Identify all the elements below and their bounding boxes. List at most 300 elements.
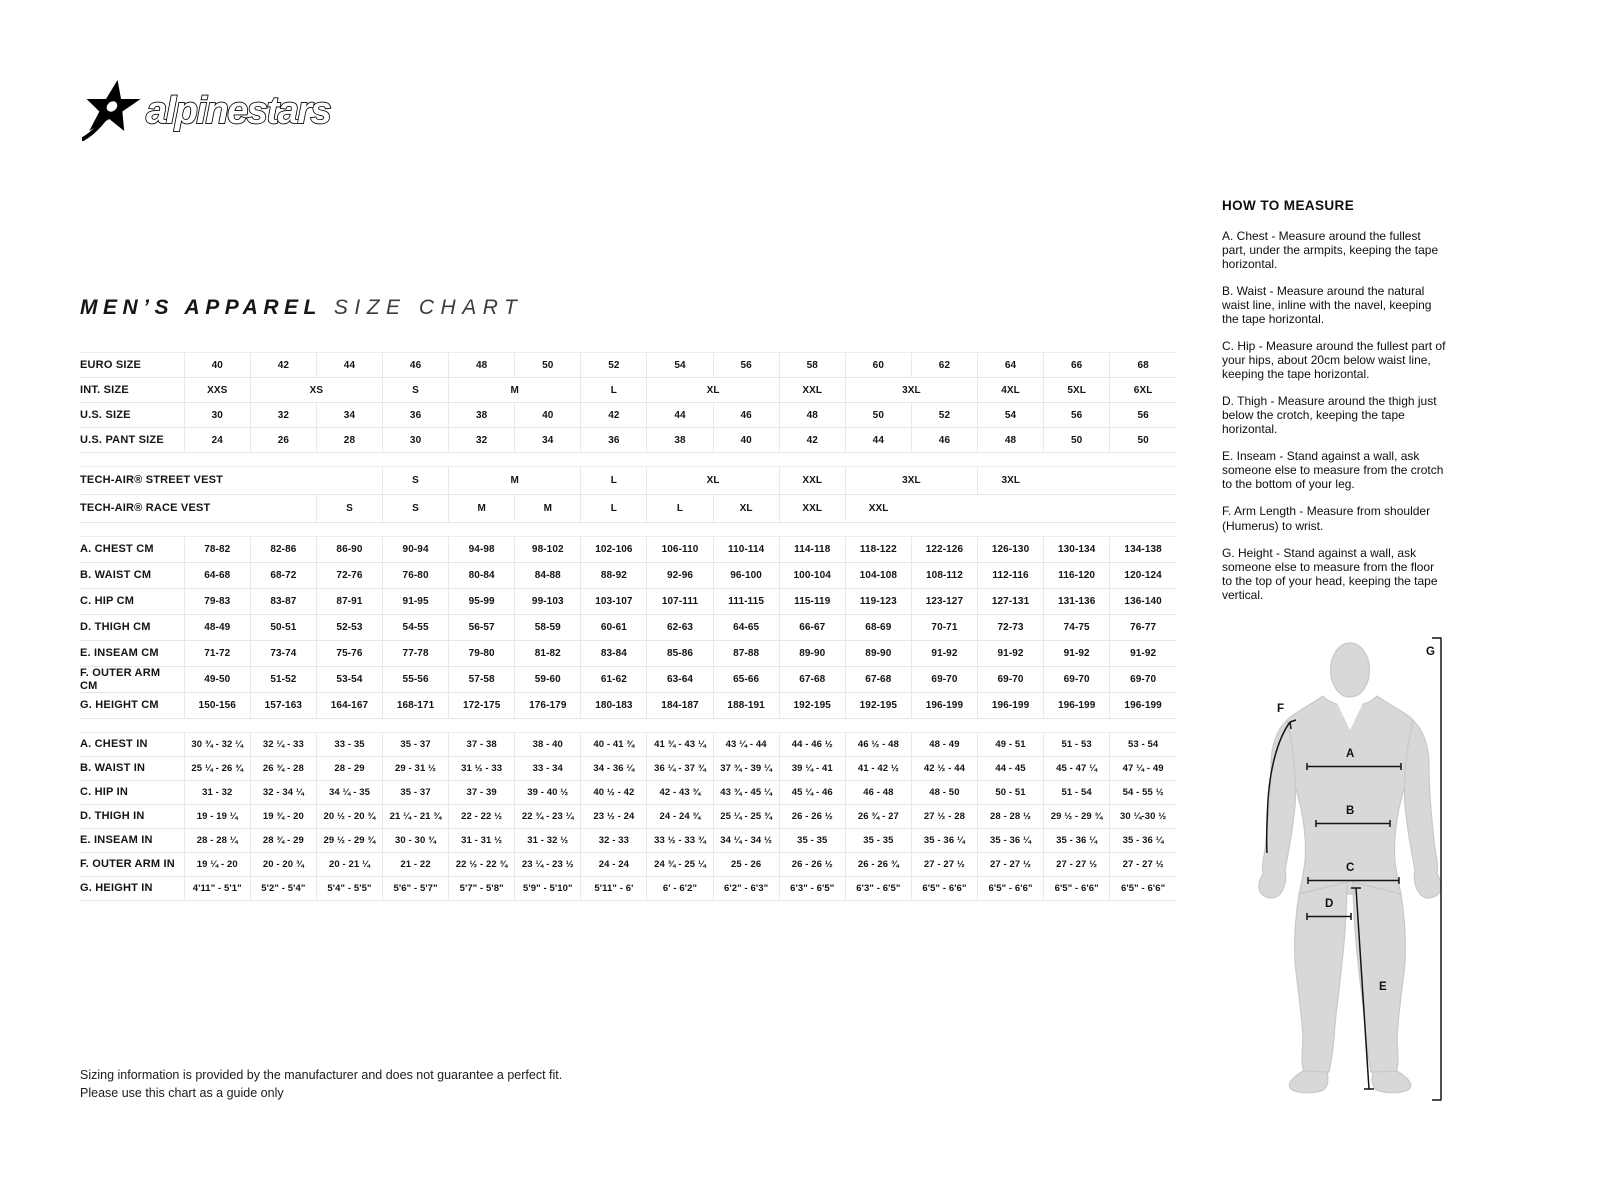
table-cell: 62-63 [647, 615, 713, 641]
table-cell: 76-80 [383, 563, 449, 589]
table-cell: 49 - 51 [978, 733, 1044, 757]
table-cell: 69-70 [911, 667, 977, 693]
table-row [80, 877, 1176, 901]
table-cell: 184-187 [647, 693, 713, 719]
table-cell: 46 ½ - 48 [845, 733, 911, 757]
table-cell: 38 [647, 428, 713, 453]
table-cell: 126-130 [978, 537, 1044, 563]
table-cell: 32 - 33 [581, 829, 647, 853]
table-cell: 95-99 [449, 589, 515, 615]
table-cell: 69-70 [978, 667, 1044, 693]
table-cell: 188-191 [713, 693, 779, 719]
table-cell: 106-110 [647, 537, 713, 563]
table-cell: 3XL [978, 467, 1044, 495]
table-cell: 164-167 [316, 693, 382, 719]
table-cell: 122-126 [911, 537, 977, 563]
table-cell: S [383, 495, 449, 523]
table-cell: 43 ¾ - 45 ¼ [713, 781, 779, 805]
body-figure-svg [1233, 610, 1563, 1115]
table-cell: 32 [449, 428, 515, 453]
table-cell: 79-80 [449, 641, 515, 667]
table-cell: 21 ¼ - 21 ¾ [383, 805, 449, 829]
footer-disclaimer [80, 1066, 562, 1102]
table-cell: 68 [1110, 353, 1176, 378]
table-cell: 91-92 [1044, 641, 1110, 667]
table-cell: XL [713, 495, 779, 523]
table-cell: 58 [779, 353, 845, 378]
table-cell: 31 - 32 ½ [515, 829, 581, 853]
table-cell: 21 - 22 [383, 853, 449, 877]
table-cell: 69-70 [1110, 667, 1176, 693]
table-cell: 64-65 [713, 615, 779, 641]
page-title-secondary: SIZE CHART [333, 296, 524, 319]
table-cell: 6'5" - 6'6" [1110, 877, 1176, 901]
table-cell: 90-94 [383, 537, 449, 563]
table-cell: 176-179 [515, 693, 581, 719]
table-cell: 74-75 [1044, 615, 1110, 641]
table-cell: L [581, 378, 647, 403]
measure-item: A. Chest - Measure around the fullest part, under the armpits, keeping the tape horizontal. [1222, 229, 1439, 272]
table-row [80, 733, 1176, 757]
table-cell: 83-84 [581, 641, 647, 667]
table-cell: 196-199 [1044, 693, 1110, 719]
group-spacer [80, 719, 1176, 733]
table-cell: 27 ½ - 28 [911, 805, 977, 829]
table-cell: 33 - 34 [515, 757, 581, 781]
table-cell: 20 ½ - 20 ¾ [316, 805, 382, 829]
table-cell: 32 ¼ - 33 [250, 733, 316, 757]
table-cell: 42 [779, 428, 845, 453]
row-label: A. CHEST IN [80, 733, 184, 757]
table-cell [1044, 467, 1176, 495]
table-cell: 45 - 47 ¼ [1044, 757, 1110, 781]
table-cell: 71-72 [184, 641, 250, 667]
table-cell: 108-112 [911, 563, 977, 589]
table-cell: 19 ¾ - 20 [250, 805, 316, 829]
table-cell: 127-131 [978, 589, 1044, 615]
table-cell: 4'11" - 5'1" [184, 877, 250, 901]
table-cell: 25 - 26 [713, 853, 779, 877]
table-cell: 46 [383, 353, 449, 378]
table-cell: 48 [779, 403, 845, 428]
table-cell: 123-127 [911, 589, 977, 615]
table-cell: L [581, 495, 647, 523]
table-cell: 20 - 20 ¾ [250, 853, 316, 877]
table-cell: 59-60 [515, 667, 581, 693]
measure-item: B. Waist - Measure around the natural waist line, inline with the navel, keeping the tape horizontal. [1222, 284, 1432, 327]
measure-item: C. Hip - Measure around the fullest part of your hips, about 20cm below waist line, keeping the tape horizontal. [1222, 339, 1446, 382]
row-label: D. THIGH CM [80, 615, 184, 641]
table-cell: 22 ½ - 22 ¾ [449, 853, 515, 877]
table-cell: 58-59 [515, 615, 581, 641]
table-cell: 6' - 6'2" [647, 877, 713, 901]
page-title [80, 296, 523, 320]
table-row [80, 467, 1176, 495]
table-cell: 42 ½ - 44 [911, 757, 977, 781]
table-cell: 28 [316, 428, 382, 453]
table-cell: 27 - 27 ½ [1110, 853, 1176, 877]
table-cell: 91-95 [383, 589, 449, 615]
table-cell: 5'2" - 5'4" [250, 877, 316, 901]
table-cell: 24 [184, 428, 250, 453]
disclaimer-line-2: Please use this chart as a guide only [80, 1086, 284, 1101]
table-cell: 35 - 37 [383, 781, 449, 805]
table-cell: 44 - 45 [978, 757, 1044, 781]
table-cell: 24 - 24 ¾ [647, 805, 713, 829]
table-cell: 5'4" - 5'5" [316, 877, 382, 901]
table-cell: 5'11" - 6' [581, 877, 647, 901]
measure-item: E. Inseam - Stand against a wall, ask someone else to measure from the crotch to the bottom of your leg. [1222, 449, 1444, 492]
table-cell: 114-118 [779, 537, 845, 563]
table-cell: 5'7" - 5'8" [449, 877, 515, 901]
table-cell: 66-67 [779, 615, 845, 641]
table-cell: M [515, 495, 581, 523]
table-cell: 6'5" - 6'6" [911, 877, 977, 901]
table-cell: 67-68 [845, 667, 911, 693]
table-cell: 44 [647, 403, 713, 428]
table-cell: 27 - 27 ½ [978, 853, 1044, 877]
table-cell: 31 - 31 ½ [449, 829, 515, 853]
table-cell: 6'5" - 6'6" [1044, 877, 1110, 901]
table-cell: XS [250, 378, 382, 403]
table-cell: 3XL [845, 467, 977, 495]
figure-label-f: F [1277, 703, 1285, 715]
table-cell: 40 ½ - 42 [581, 781, 647, 805]
row-label: F. OUTER ARM CM [80, 667, 184, 693]
table-cell: 54-55 [383, 615, 449, 641]
measure-instructions [1222, 229, 1446, 602]
table-cell: 75-76 [316, 641, 382, 667]
table-cell: 55-56 [383, 667, 449, 693]
table-cell: 50 [845, 403, 911, 428]
table-cell: 48 - 49 [911, 733, 977, 757]
table-cell: 48 - 50 [911, 781, 977, 805]
table-cell: 85-86 [647, 641, 713, 667]
table-row [80, 641, 1176, 667]
table-cell: XXL [845, 495, 911, 523]
table-row [80, 403, 1176, 428]
table-cell: 26 - 26 ½ [779, 805, 845, 829]
table-cell: 70-71 [911, 615, 977, 641]
table-cell: 118-122 [845, 537, 911, 563]
row-label: E. INSEAM CM [80, 641, 184, 667]
table-cell: 192-195 [779, 693, 845, 719]
table-cell: 112-116 [978, 563, 1044, 589]
table-cell [911, 495, 1176, 523]
table-cell: XXS [184, 378, 250, 403]
table-cell: 27 - 27 ½ [1044, 853, 1110, 877]
table-cell: 134-138 [1110, 537, 1176, 563]
table-cell: 40 [713, 428, 779, 453]
table-cell: 46 [911, 428, 977, 453]
table-cell: 56 [1044, 403, 1110, 428]
table-row [80, 853, 1176, 877]
group-spacer [80, 523, 1176, 537]
measure-item: D. Thigh - Measure around the thigh just below the crotch, keeping the tape horizontal. [1222, 394, 1437, 437]
table-cell: 37 - 39 [449, 781, 515, 805]
table-cell: 50 [1110, 428, 1176, 453]
table-cell: 44 - 46 ½ [779, 733, 845, 757]
table-cell: 50 - 51 [978, 781, 1044, 805]
table-cell: 98-102 [515, 537, 581, 563]
table-cell: 49-50 [184, 667, 250, 693]
table-cell: 44 [316, 353, 382, 378]
row-label: E. INSEAM IN [80, 829, 184, 853]
table-cell: 89-90 [779, 641, 845, 667]
table-cell: 5'6" - 5'7" [383, 877, 449, 901]
table-cell: 80-84 [449, 563, 515, 589]
table-cell: S [383, 467, 449, 495]
table-row [80, 805, 1176, 829]
table-cell: 40 [515, 403, 581, 428]
body-figure [1233, 610, 1563, 1120]
size-chart-table [80, 352, 1176, 901]
table-cell: 53-54 [316, 667, 382, 693]
table-row [80, 537, 1176, 563]
table-cell: 6'3" - 6'5" [779, 877, 845, 901]
table-cell: 104-108 [845, 563, 911, 589]
table-cell: 35 - 36 ¼ [1044, 829, 1110, 853]
table-cell: 61-62 [581, 667, 647, 693]
table-cell: 130-134 [1044, 537, 1110, 563]
table-cell: 89-90 [845, 641, 911, 667]
row-label: U.S. PANT SIZE [80, 428, 184, 453]
table-cell: 94-98 [449, 537, 515, 563]
table-cell: 31 - 32 [184, 781, 250, 805]
table-cell: 87-91 [316, 589, 382, 615]
table-cell: 28 - 29 [316, 757, 382, 781]
table-cell: 4XL [978, 378, 1044, 403]
table-cell: 48 [978, 428, 1044, 453]
table-cell: 40 - 41 ¾ [581, 733, 647, 757]
table-cell: 150-156 [184, 693, 250, 719]
table-row [80, 615, 1176, 641]
table-cell: 196-199 [978, 693, 1044, 719]
table-cell: 115-119 [779, 589, 845, 615]
table-cell: 27 - 27 ½ [911, 853, 977, 877]
table-cell: 68-72 [250, 563, 316, 589]
table-cell: 35 - 35 [845, 829, 911, 853]
table-cell: 73-74 [250, 641, 316, 667]
table-cell: 64-68 [184, 563, 250, 589]
table-cell: 119-123 [845, 589, 911, 615]
table-cell: 36 [383, 403, 449, 428]
how-to-measure-panel [1222, 198, 1446, 615]
table-cell: 52-53 [316, 615, 382, 641]
table-cell: 82-86 [250, 537, 316, 563]
table-cell: 64 [978, 353, 1044, 378]
table-cell: 23 ¼ - 23 ½ [515, 853, 581, 877]
table-cell: 36 ¼ - 37 ¾ [647, 757, 713, 781]
table-cell: 91-92 [911, 641, 977, 667]
table-cell: 47 ¼ - 49 [1110, 757, 1176, 781]
table-cell: 111-115 [713, 589, 779, 615]
table-cell: 30 - 30 ¾ [383, 829, 449, 853]
table-row [80, 353, 1176, 378]
table-cell: 28 ¾ - 29 [250, 829, 316, 853]
table-cell: 196-199 [1110, 693, 1176, 719]
table-cell: L [581, 467, 647, 495]
table-cell: 136-140 [1110, 589, 1176, 615]
table-cell: M [449, 378, 581, 403]
size-chart-body [80, 353, 1176, 901]
table-cell: 40 [184, 353, 250, 378]
table-cell: 192-195 [845, 693, 911, 719]
table-cell: S [316, 495, 382, 523]
table-cell: 68-69 [845, 615, 911, 641]
table-cell: 69-70 [1044, 667, 1110, 693]
table-cell: 42 [581, 403, 647, 428]
table-cell: 65-66 [713, 667, 779, 693]
table-row [80, 495, 1176, 523]
table-cell: 46 - 48 [845, 781, 911, 805]
table-cell: XXL [779, 378, 845, 403]
table-cell: 35 - 35 [779, 829, 845, 853]
figure-label-a: A [1346, 748, 1355, 760]
alpinestars-logo-svg [82, 78, 362, 142]
table-cell: 102-106 [581, 537, 647, 563]
table-cell: 52 [581, 353, 647, 378]
row-label: B. WAIST IN [80, 757, 184, 781]
size-chart [80, 352, 1176, 901]
table-cell: 46 [713, 403, 779, 428]
alpinestars-logo [82, 78, 362, 147]
table-cell: 72-76 [316, 563, 382, 589]
table-cell: 6'3" - 6'5" [845, 877, 911, 901]
table-cell: 110-114 [713, 537, 779, 563]
row-label: G. HEIGHT IN [80, 877, 184, 901]
row-label: D. THIGH IN [80, 805, 184, 829]
measure-item: F. Arm Length - Measure from shoulder (Humerus) to wrist. [1222, 504, 1431, 533]
table-cell: 99-103 [515, 589, 581, 615]
table-cell: 41 - 42 ½ [845, 757, 911, 781]
page-title-primary: MEN’S APPAREL [80, 296, 322, 319]
row-label: B. WAIST CM [80, 563, 184, 589]
table-cell: 26 ¾ - 28 [250, 757, 316, 781]
table-cell: 51 - 54 [1044, 781, 1110, 805]
table-cell: 30 [184, 403, 250, 428]
table-cell: 5XL [1044, 378, 1110, 403]
table-cell: 26 - 26 ½ [779, 853, 845, 877]
table-cell: 24 ¾ - 25 ¼ [647, 853, 713, 877]
table-cell: 29 ½ - 29 ¾ [316, 829, 382, 853]
figure-label-c: C [1346, 862, 1355, 874]
table-cell: 31 ½ - 33 [449, 757, 515, 781]
measure-item: G. Height - Stand against a wall, ask someone else to measure from the floor to the top of your head, keeping the tape vertical. [1222, 545, 1438, 602]
table-cell: 48-49 [184, 615, 250, 641]
table-cell: 25 ¼ - 26 ¾ [184, 757, 250, 781]
table-row [80, 693, 1176, 719]
table-cell: 39 - 40 ½ [515, 781, 581, 805]
table-row [80, 667, 1176, 693]
table-cell: 50-51 [250, 615, 316, 641]
table-cell: 5'9" - 5'10" [515, 877, 581, 901]
table-cell: 26 [250, 428, 316, 453]
table-row [80, 563, 1176, 589]
table-cell: 88-92 [581, 563, 647, 589]
table-cell: 86-90 [316, 537, 382, 563]
table-cell: 116-120 [1044, 563, 1110, 589]
table-row [80, 428, 1176, 453]
table-cell: 66 [1044, 353, 1110, 378]
table-cell: 25 ¼ - 25 ¾ [713, 805, 779, 829]
table-cell: 30 [383, 428, 449, 453]
table-cell: 62 [911, 353, 977, 378]
table-cell: 91-92 [978, 641, 1044, 667]
table-cell: 54 [978, 403, 1044, 428]
table-cell: XL [647, 378, 779, 403]
table-cell: 29 ½ - 29 ¾ [1044, 805, 1110, 829]
table-cell: 28 - 28 ½ [978, 805, 1044, 829]
table-cell: 180-183 [581, 693, 647, 719]
table-cell: 32 - 34 ¼ [250, 781, 316, 805]
logo-wordmark: alpinestars [146, 90, 331, 132]
table-row [80, 378, 1176, 403]
table-cell: 43 ¼ - 44 [713, 733, 779, 757]
row-label: A. CHEST CM [80, 537, 184, 563]
table-cell: M [449, 467, 581, 495]
table-cell: 77-78 [383, 641, 449, 667]
table-cell: 41 ¾ - 43 ¼ [647, 733, 713, 757]
figure-label-g: G [1426, 646, 1435, 658]
table-cell: 91-92 [1110, 641, 1176, 667]
table-cell: 63-64 [647, 667, 713, 693]
table-cell: 20 - 21 ¼ [316, 853, 382, 877]
table-cell: 22 - 22 ½ [449, 805, 515, 829]
how-to-measure-heading: HOW TO MEASURE [1222, 198, 1355, 213]
table-cell: 26 - 26 ¾ [845, 853, 911, 877]
table-cell: 37 - 38 [449, 733, 515, 757]
table-cell: 19 - 19 ¼ [184, 805, 250, 829]
table-cell: M [449, 495, 515, 523]
table-cell: 38 - 40 [515, 733, 581, 757]
table-cell: 22 ¾ - 23 ¼ [515, 805, 581, 829]
table-cell: 48 [449, 353, 515, 378]
group-spacer [80, 453, 1176, 467]
table-cell: XXL [779, 495, 845, 523]
row-label: U.S. SIZE [80, 403, 184, 428]
table-cell: 92-96 [647, 563, 713, 589]
table-cell: 54 [647, 353, 713, 378]
table-cell: 3XL [845, 378, 977, 403]
table-cell: 56-57 [449, 615, 515, 641]
table-row [80, 757, 1176, 781]
table-cell: 42 - 43 ¾ [647, 781, 713, 805]
table-cell: 33 - 35 [316, 733, 382, 757]
table-cell: 35 - 37 [383, 733, 449, 757]
table-cell: 84-88 [515, 563, 581, 589]
table-cell: 32 [250, 403, 316, 428]
table-cell: 96-100 [713, 563, 779, 589]
table-cell: 33 ½ - 33 ¾ [647, 829, 713, 853]
table-cell: 44 [845, 428, 911, 453]
table-cell: 157-163 [250, 693, 316, 719]
table-cell: 51 - 53 [1044, 733, 1110, 757]
table-cell: 168-171 [383, 693, 449, 719]
table-cell: 87-88 [713, 641, 779, 667]
table-cell: 79-83 [184, 589, 250, 615]
table-cell: 76-77 [1110, 615, 1176, 641]
table-cell: 50 [1044, 428, 1110, 453]
table-cell: 29 - 31 ½ [383, 757, 449, 781]
table-cell: 196-199 [911, 693, 977, 719]
table-cell: 38 [449, 403, 515, 428]
row-label: F. OUTER ARM IN [80, 853, 184, 877]
table-cell: L [647, 495, 713, 523]
table-cell: 23 ½ - 24 [581, 805, 647, 829]
table-cell: 78-82 [184, 537, 250, 563]
table-cell: XXL [779, 467, 845, 495]
